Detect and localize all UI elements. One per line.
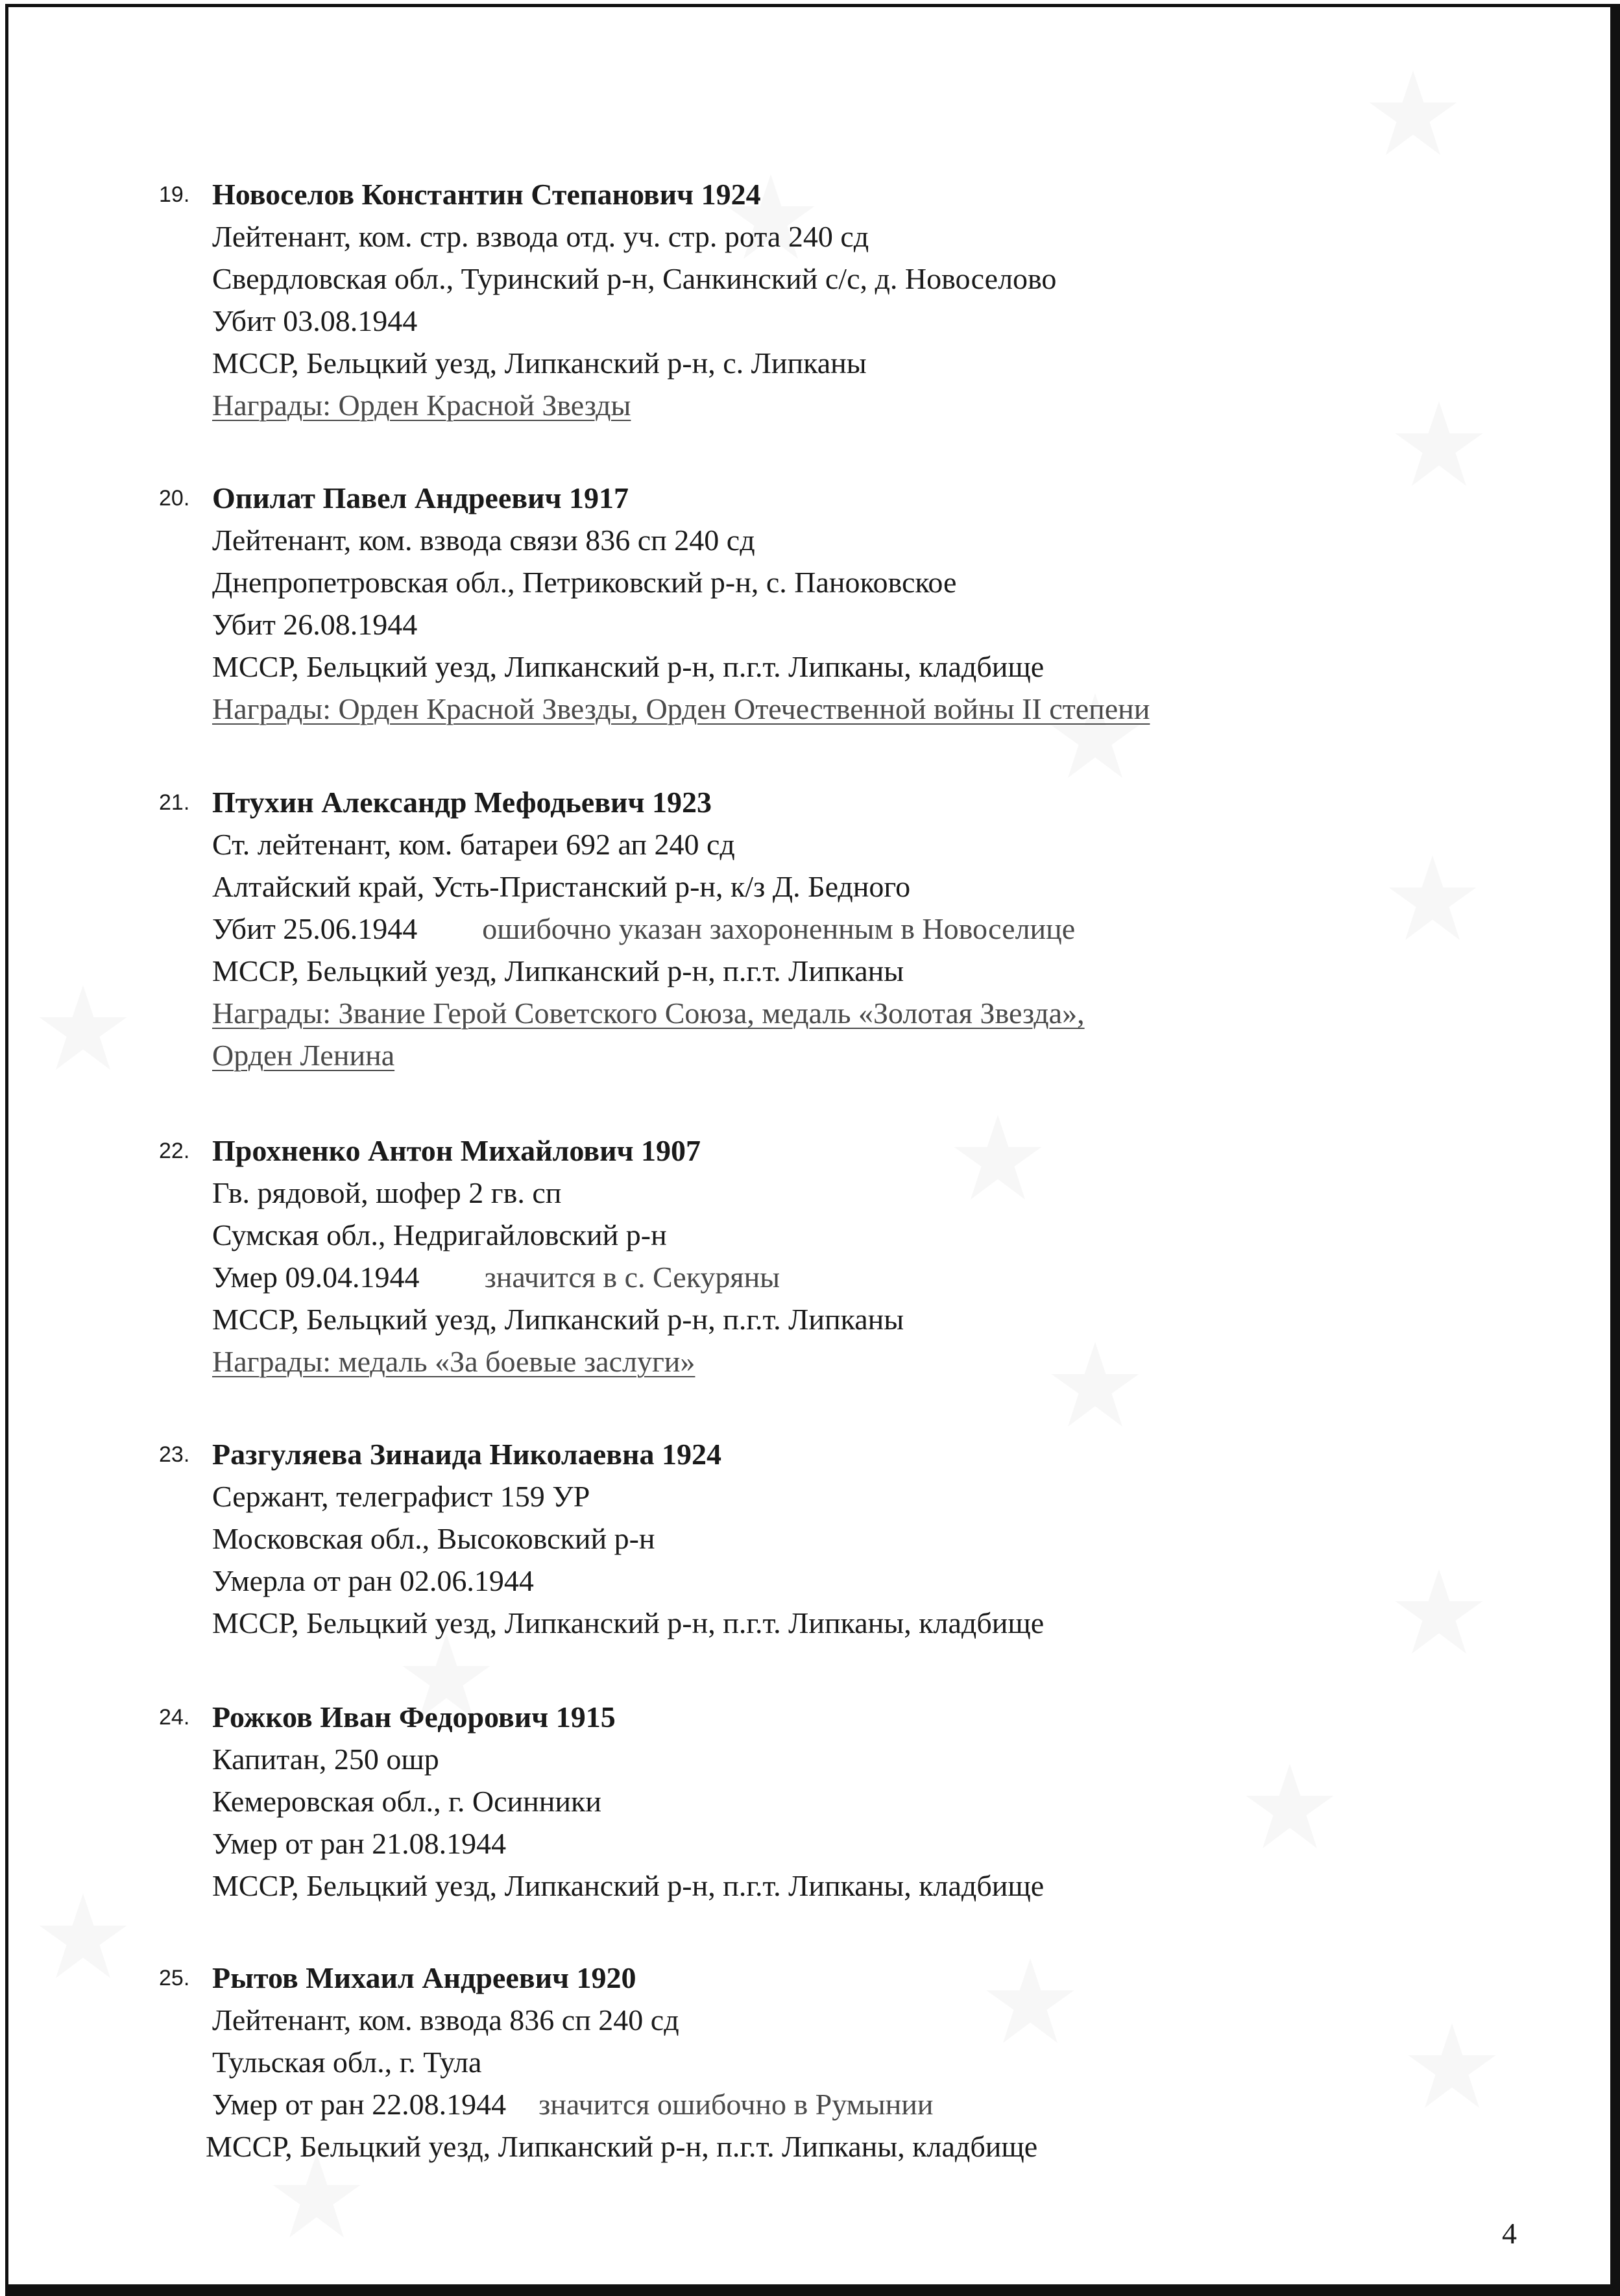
entry-burial: МССР, Бельцкий уезд, Липканский р-н, п.г.т. Липканы, кладбище: [212, 650, 1045, 683]
entry-burial: МССР, Бельцкий уезд, Липканский р-н, п.г.т. Липканы: [212, 954, 904, 987]
entry-awards: Награды: медаль «За боевые заслуги»: [212, 1345, 695, 1378]
entry-awards-continued: Орден Ленина: [212, 1039, 395, 1072]
entry-burial: МССР, Бельцкий уезд, Липканский р-н, п.г.т. Липканы: [212, 1303, 904, 1336]
entry-death: [212, 1561, 534, 1601]
entry-name: Птухин Александр Мефодьевич 1923: [212, 786, 712, 819]
entry-origin: Московская обл., Высоковский р-н: [212, 1522, 655, 1555]
entry-name: Рытов Михаил Андреевич 1920: [212, 1961, 636, 1994]
entry-awards: Награды: Орден Красной Звезды: [212, 389, 631, 422]
entry-origin: Алтайский край, Усть-Пристанский р-н, к/з Д. Бедного: [212, 870, 911, 903]
entry-name: Новоселов Константин Степанович 1924: [212, 178, 761, 211]
entry-burial: МССР, Бельцкий уезд, Липканский р-н, п.г.т. Липканы, кладбище: [212, 1869, 1045, 1902]
entry-note: значится ошибочно в Румынии: [538, 2088, 934, 2121]
death-text: Убит 03.08.1944: [212, 304, 418, 337]
death-text: Убит 25.06.1944: [212, 912, 418, 945]
casualty-list: [8, 7, 1610, 2284]
entry-origin: Сумская обл., Недригайловский р-н: [212, 1218, 667, 1251]
entry-origin: Тульская обл., г. Тула: [212, 2046, 482, 2079]
entry-death: [212, 2085, 934, 2125]
entry-awards: Награды: Звание Герой Советского Союза, медаль «Золотая Звезда»,: [212, 997, 1085, 1030]
entry-death: [212, 301, 417, 341]
entry-number: 21.: [159, 790, 190, 815]
entry-note: значится в с. Секуряны: [484, 1261, 780, 1294]
entry-death: [212, 909, 1075, 949]
entry-number: 25.: [159, 1966, 190, 1990]
entry-burial: МССР, Бельцкий уезд, Липканский р-н, п.г.т. Липканы, кладбище: [206, 2130, 1038, 2163]
entry-rank: Капитан, 250 ошр: [212, 1743, 439, 1776]
entry-name: Опилат Павел Андреевич 1917: [212, 481, 629, 514]
entry-death: [212, 1257, 780, 1298]
entry-rank: Ст. лейтенант, ком. батареи 692 ап 240 сд: [212, 828, 735, 861]
entry-number: 23.: [159, 1442, 190, 1467]
entry-name: Прохненко Антон Михайлович 1907: [212, 1134, 701, 1167]
death-text: Умер от ран 21.08.1944: [212, 1827, 507, 1860]
entry-rank: Гв. рядовой, шофер 2 гв. сп: [212, 1176, 562, 1209]
death-text: Умер от ран 22.08.1944: [212, 2088, 507, 2121]
entry-number: 20.: [159, 486, 190, 511]
entry-note: ошибочно указан захороненным в Новоселице: [482, 912, 1076, 945]
entry-number: 19.: [159, 182, 190, 207]
entry-awards: Награды: Орден Красной Звезды, Орден Отечественной войны II степени: [212, 692, 1150, 725]
entry-rank: Лейтенант, ком. взвода 836 сп 240 сд: [212, 2003, 679, 2036]
entry-number: 24.: [159, 1705, 190, 1730]
entry-origin: Кемеровская обл., г. Осинники: [212, 1785, 601, 1818]
entry-number: 22.: [159, 1139, 190, 1163]
entry-rank: Лейтенант, ком. стр. взвода отд. уч. стр. рота 240 сд: [212, 220, 869, 253]
entry-death: [212, 1824, 506, 1864]
entry-rank: Сержант, телеграфист 159 УР: [212, 1480, 590, 1513]
entry-origin: Свердловская обл., Туринский р-н, Санкинский с/с, д. Новоселово: [212, 262, 1057, 295]
death-text: Умерла от ран 02.06.1944: [212, 1564, 534, 1597]
death-text: Умер 09.04.1944: [212, 1261, 420, 1294]
entry-burial: МССР, Бельцкий уезд, Липканский р-н, с. Липканы: [212, 346, 867, 380]
entry-rank: Лейтенант, ком. взвода связи 836 сп 240 сд: [212, 524, 755, 557]
entry-burial: МССР, Бельцкий уезд, Липканский р-н, п.г.т. Липканы, кладбище: [212, 1606, 1045, 1639]
page-number: 4: [1502, 2217, 1517, 2250]
entry-name: Рожков Иван Федорович 1915: [212, 1700, 616, 1734]
entry-name: Разгуляева Зинаида Николаевна 1924: [212, 1438, 721, 1471]
entry-origin: Днепропетровская обл., Петриковский р-н, с. Паноковское: [212, 566, 957, 599]
entry-death: [212, 605, 417, 645]
document-page: [5, 4, 1620, 2296]
death-text: Убит 26.08.1944: [212, 608, 418, 641]
